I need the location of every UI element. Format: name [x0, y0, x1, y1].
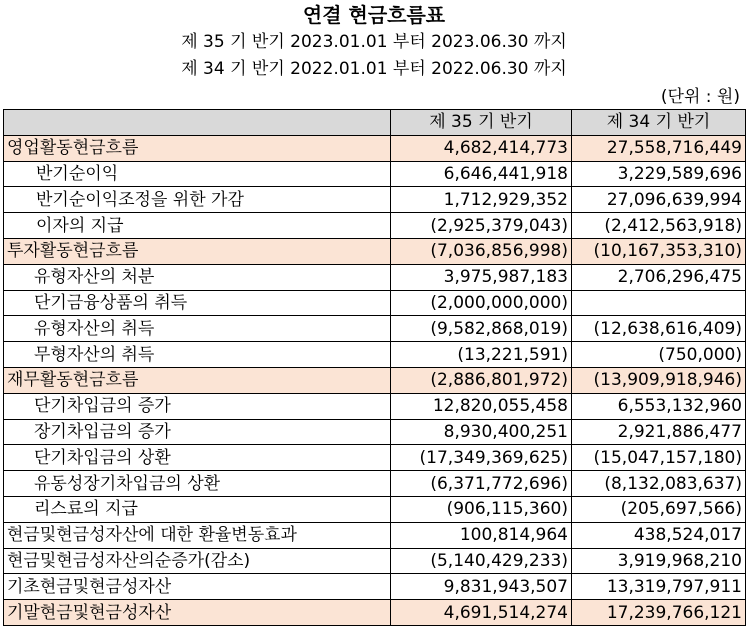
row-current: 3,975,987,183 [391, 264, 572, 290]
row-current: (9,582,868,019) [391, 316, 572, 342]
row-current: (5,140,429,233) [391, 548, 572, 574]
header-row [4, 110, 746, 136]
table-row [4, 471, 746, 497]
row-label: 단기차입금의 증가 [4, 393, 391, 419]
row-label: 영업활동현금흐름 [4, 135, 391, 161]
table-row [4, 445, 746, 471]
row-prior [572, 290, 746, 316]
row-label: 현금및현금성자산의순증가(감소) [4, 548, 391, 574]
row-label: 리스료의 지급 [4, 496, 391, 522]
row-label: 단기차입금의 상환 [4, 445, 391, 471]
table-row [4, 393, 746, 419]
prior-period: 제 34 기 반기 2022.01.01 부터 2022.06.30 까지 [181, 59, 567, 79]
row-label: 재무활동현금흐름 [4, 367, 391, 393]
table-row [4, 187, 746, 213]
row-label: 유형자산의 처분 [4, 264, 391, 290]
row-current: (2,925,379,043) [391, 213, 572, 239]
header-label [4, 110, 391, 136]
row-prior: 2,706,296,475 [572, 264, 746, 290]
row-label: 기초현금및현금성자산 [4, 574, 391, 600]
row-prior: 27,096,639,994 [572, 187, 746, 213]
row-current: (2,000,000,000) [391, 290, 572, 316]
row-label: 무형자산의 취득 [4, 342, 391, 368]
row-current: 9,831,943,507 [391, 574, 572, 600]
statement-title: 연결 현금흐름표 [302, 3, 446, 27]
row-current: (6,371,772,696) [391, 471, 572, 497]
table-row [4, 574, 746, 600]
row-label: 기말현금및현금성자산 [4, 600, 391, 626]
row-prior: (13,909,918,946) [572, 367, 746, 393]
table-row [4, 290, 746, 316]
table-row [4, 316, 746, 342]
table-row [4, 213, 746, 239]
row-prior: (10,167,353,310) [572, 238, 746, 264]
row-label: 단기금융상품의 취득 [4, 290, 391, 316]
row-prior: (15,047,157,180) [572, 445, 746, 471]
row-current: 4,682,414,773 [391, 135, 572, 161]
table-row [4, 419, 746, 445]
table-row [4, 264, 746, 290]
table-row [4, 342, 746, 368]
row-label: 반기순이익 [4, 161, 391, 187]
row-current: (17,349,369,625) [391, 445, 572, 471]
row-label: 현금및현금성자산에 대한 환율변동효과 [4, 522, 391, 548]
unit-label: (단위 : 원) [660, 87, 740, 107]
row-prior: 6,553,132,960 [572, 393, 746, 419]
row-prior: 2,921,886,477 [572, 419, 746, 445]
row-prior: 438,524,017 [572, 522, 746, 548]
row-prior: 27,558,716,449 [572, 135, 746, 161]
row-prior: 13,319,797,911 [572, 574, 746, 600]
table-row [4, 496, 746, 522]
header-current: 제 35 기 반기 [391, 110, 572, 136]
table-row [4, 238, 746, 264]
row-current: 1,712,929,352 [391, 187, 572, 213]
row-label: 유형자산의 취득 [4, 316, 391, 342]
table-row [4, 522, 746, 548]
row-prior: (750,000) [572, 342, 746, 368]
table-row [4, 548, 746, 574]
row-current: (7,036,856,998) [391, 238, 572, 264]
row-prior: (2,412,563,918) [572, 213, 746, 239]
cash-flow-table [3, 109, 746, 626]
row-current: (13,221,591) [391, 342, 572, 368]
row-current: 100,814,964 [391, 522, 572, 548]
row-label: 반기순이익조정을 위한 가감 [4, 187, 391, 213]
row-prior: 3,229,589,696 [572, 161, 746, 187]
row-label: 유동성장기차입금의 상환 [4, 471, 391, 497]
row-current: 8,930,400,251 [391, 419, 572, 445]
table-row [4, 135, 746, 161]
row-current: 4,691,514,274 [391, 600, 572, 626]
row-prior: (8,132,083,637) [572, 471, 746, 497]
row-prior: 3,919,968,210 [572, 548, 746, 574]
row-current: (906,115,360) [391, 496, 572, 522]
header-prior: 제 34 기 반기 [572, 110, 746, 136]
table-row [4, 367, 746, 393]
row-prior: (205,697,566) [572, 496, 746, 522]
row-prior: (12,638,616,409) [572, 316, 746, 342]
row-current: 12,820,055,458 [391, 393, 572, 419]
row-label: 장기차입금의 증가 [4, 419, 391, 445]
current-period: 제 35 기 반기 2023.01.01 부터 2023.06.30 까지 [181, 32, 567, 52]
row-current: 6,646,441,918 [391, 161, 572, 187]
row-prior: 17,239,766,121 [572, 600, 746, 626]
table-row [4, 161, 746, 187]
row-current: (2,886,801,972) [391, 367, 572, 393]
row-label: 투자활동현금흐름 [4, 238, 391, 264]
table-row [4, 600, 746, 626]
row-label: 이자의 지급 [4, 213, 391, 239]
